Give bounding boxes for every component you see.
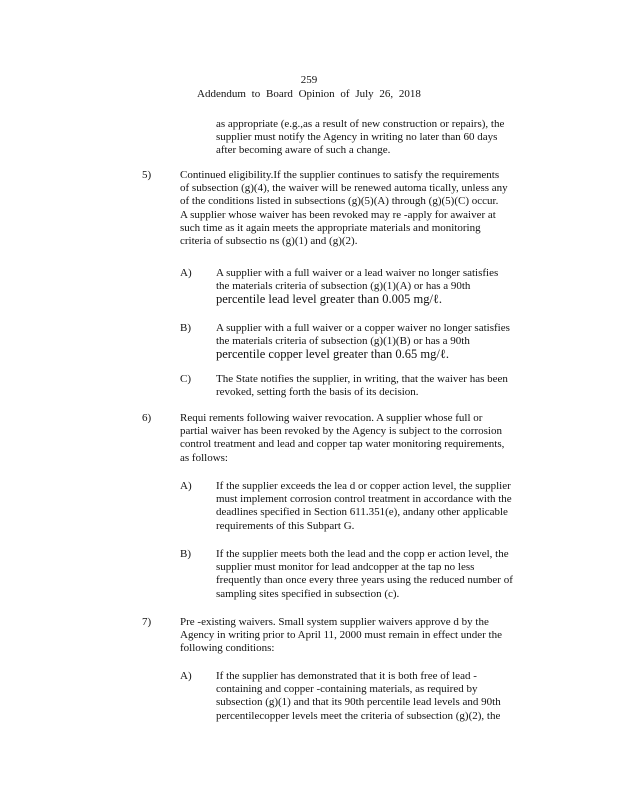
text-line: A supplier whose waiver has been revoked may re -apply for awaiver at <box>180 208 496 221</box>
item-5-label: 5) <box>142 169 152 181</box>
text-line: after becoming aware of such a change. <box>216 144 391 157</box>
text-line: requirements of this Subpart G. <box>216 519 355 532</box>
text-line: the materials criteria of subsection (g)(1)(A) or has a 90th <box>216 280 471 293</box>
text-line: Pre -existing waivers. Small system supplier waivers approve d by the <box>180 616 489 628</box>
text-line: as appropriate (e.g.,as a result of new construction or repairs), the <box>216 118 505 130</box>
text-line: A supplier with a full waiver or a lead waiver no longer satisfies <box>216 267 499 279</box>
text-line: as follows: <box>180 451 228 464</box>
item-6b-paragraph <box>216 548 542 601</box>
text-line: of subsection (g)(4), the waiver will be renewed automa tically, unless any <box>180 182 508 195</box>
text-line: such time as it again meets the appropriate materials and monitoring <box>180 221 481 234</box>
text-line: If the supplier exceeds the lea d or copper action level, the supplier <box>216 480 511 492</box>
text-line: must implement corrosion control treatment in accordance with the <box>216 493 512 506</box>
item-7a-paragraph <box>216 670 529 723</box>
text-line: Requi rements following waiver revocation. A supplier whose full or <box>180 412 483 424</box>
item-5a-label: A) <box>180 267 192 279</box>
text-line: percentilecopper levels meet the criteria of subsection (g)(2), the <box>216 709 501 722</box>
item-7-paragraph <box>180 616 534 656</box>
document-title: Addendum to Board Opinion of July 26, 2018 <box>197 88 421 100</box>
intro-paragraph <box>216 118 536 158</box>
text-line: Agency in writing prior to April 11, 2000 must remain in effect under the <box>180 629 502 642</box>
text-line: partial waiver has been revoked by the Agency is subject to the corrosion <box>180 425 502 438</box>
text-line: criteria of subsectio ns (g)(1) and (g)(2). <box>180 235 358 248</box>
text-line: subsection (g)(1) and that its 90th percentile lead levels and 90th <box>216 696 501 709</box>
text-line: revoked, setting forth the basis of its decision. <box>216 386 419 399</box>
item-5b-paragraph <box>216 322 536 362</box>
item-7-label: 7) <box>142 616 152 628</box>
item-6a-paragraph <box>216 480 540 533</box>
item-7a-label: A) <box>180 670 192 682</box>
item-5b-label: B) <box>180 322 191 334</box>
text-line: the materials criteria of subsection (g)(1)(B) or has a 90th <box>216 335 470 348</box>
text-line: frequently than once every three years using the reduced number of <box>216 574 513 587</box>
item-6a-label: A) <box>180 480 192 492</box>
text-line: Continued eligibility.If the supplier continues to satisfy the requirements <box>180 169 500 181</box>
page-number: 259 <box>300 74 318 86</box>
item-6b-label: B) <box>180 548 191 560</box>
text-line: control treatment and lead and copper tap water monitoring requirements, <box>180 438 505 451</box>
item-6-label: 6) <box>142 412 152 424</box>
text-line: If the supplier has demonstrated that it is both free of lead - <box>216 670 477 682</box>
text-line: supplier must notify the Agency in writing no later than 60 days <box>216 131 498 144</box>
text-line: If the supplier meets both the lead and the copp er action level, the <box>216 548 509 560</box>
text-line: following conditions: <box>180 642 275 655</box>
text-line: containing and copper -containing materials, as required by <box>216 683 478 696</box>
text-line: sampling sites specified in subsection (c). <box>216 587 400 600</box>
item-5-paragraph <box>180 169 537 248</box>
text-line: A supplier with a full waiver or a copper waiver no longer satisfies <box>216 322 510 334</box>
text-line: of the conditions listed in subsections (g)(5)(A) through (g)(5)(C) occur. <box>180 195 499 208</box>
item-5a-paragraph <box>216 267 536 307</box>
item-5c-paragraph <box>216 373 536 399</box>
text-line: percentile lead level greater than 0.005 mg/ℓ. <box>216 292 443 307</box>
text-line: deadlines specified in Section 611.351(e), andany other applicable <box>216 506 508 519</box>
item-6-paragraph <box>180 412 525 465</box>
text-line: percentile copper level greater than 0.65 mg/ℓ. <box>216 347 449 362</box>
text-line: supplier must monitor for lead andcopper at the tap no less <box>216 561 475 574</box>
item-5c-label: C) <box>180 373 191 385</box>
text-line: The State notifies the supplier, in writing, that the waiver has been <box>216 373 508 385</box>
